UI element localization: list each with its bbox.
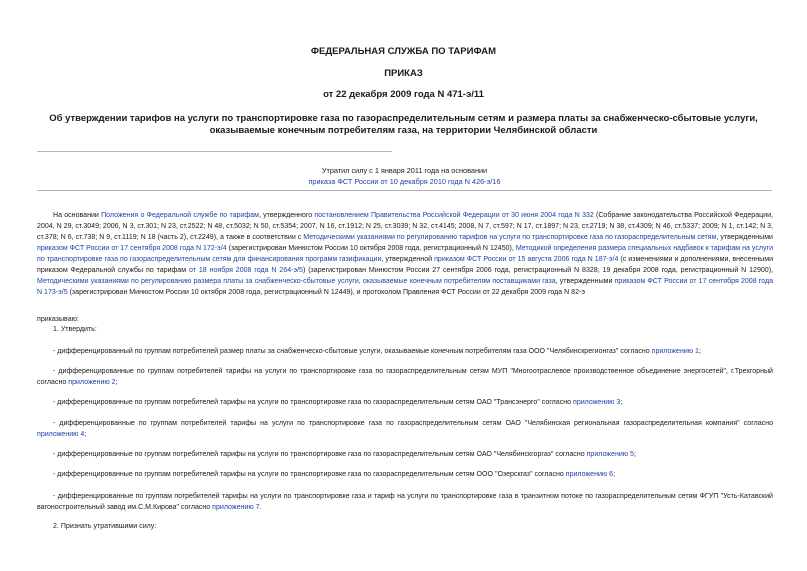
list-item (37, 366, 773, 388)
basis-text: , утвержденной (381, 256, 435, 263)
long-divider (37, 190, 772, 191)
list-item (37, 418, 773, 440)
item-end: ; (84, 431, 87, 438)
fst-order-187-link[interactable]: приказом ФСТ России от 15 августа 2006 года N 187-э/4 (434, 256, 619, 263)
appendix-4-link[interactable]: приложению 4 (37, 431, 85, 438)
basis-paragraph (37, 210, 773, 298)
list-item (37, 449, 773, 460)
basis-text: На основании (53, 212, 102, 219)
item-text: - дифференцированные по группам потребителей тарифы на услуги по транспортировке газа и тариф на услуги по транспортировке газа в транзитном потоке по газораспределительным сетям ФГУП "Усть-Катавский вагоностроительный завод им.С.М.Кирова" согласно (37, 493, 773, 511)
status-note: Утратил силу с 1 января 2011 года на основании (321, 166, 488, 175)
approve-heading: 1. Утвердить: (53, 326, 97, 333)
fst-order-173-link[interactable]: приказом ФСТ России от 17 сентября 2008 года N 173-э/5 (37, 278, 773, 296)
basis-text: , утвержденными (555, 278, 615, 285)
list-item (37, 469, 773, 480)
appendix-6-link[interactable]: приложению 6 (565, 471, 614, 478)
basis-text: , утвержденными (716, 234, 773, 241)
basis-text: (зарегистрирован Минюстом России 10 октября 2008 года, регистрационный N 12449), и протоколом Правления ФСТ России от 22 декабря 2009 года N 82-э (67, 289, 585, 296)
appendix-3-link[interactable]: приложению 3 (573, 399, 621, 406)
item-text: - дифференцированные по группам потребителей тарифы на услуги по транспортировке газа по газораспределительным сетям МУП "Многоотраслевое производственное объединение энергосетей", г.Трехгорный согласно (37, 368, 773, 386)
item-text: - дифференцированный по группам потребителей размер платы за снабженческо-сбытовые услуги, оказываемые конечным потребителям газа ООО "Челябинскрегионгаз" согласно (53, 348, 652, 355)
basis-text: ) (зарегистрирован Минюстом России 27 сентября 2006 года, регистрационный N 8328; 19 декабря 2008 года, регистрационный N 12900), (302, 267, 774, 274)
fst-order-172-link[interactable]: приказом ФСТ России от 17 сентября 2008 года N 172-э/4 (37, 245, 227, 252)
supply-fee-guidelines-link[interactable]: Методическими указаниями по регулированию размера платы за снабженческо-сбытовые услуги, оказываемые конечным потребителям поставщиками газа (37, 278, 556, 285)
regulation-link[interactable]: Положения о Федеральной службе по тарифам (101, 212, 259, 219)
appendix-7-link[interactable]: приложению 7 (212, 504, 260, 511)
item-text: - дифференцированные по группам потребителей тарифы на услуги по транспортировке газа по газораспределительным сетям ОАО "Челябинскгоргаз" согласно (53, 451, 587, 458)
item-end: ; (115, 379, 118, 386)
methodology-link[interactable]: Методикой определения размера специальных надбавок к тарифам на услуги по транспортировке газа по газораспределительным сетям для финансирования программ газификации (37, 245, 774, 263)
appendix-2-link[interactable]: приложению 2 (68, 379, 116, 386)
item-end: ; (613, 471, 616, 478)
order-word: приказываю: (37, 316, 79, 323)
appendix-1-link[interactable]: приложению 1 (651, 348, 699, 355)
basis-text: (зарегистрирован Минюстом России 10 октября 2008 года, регистрационный N 12450), (226, 245, 516, 252)
repealing-order-link[interactable]: приказа ФСТ России от 10 декабря 2010 года N 426-э/16 (308, 177, 501, 186)
item-text: - дифференцированные по группам потребителей тарифы на услуги по транспортировке газа по газораспределительным сетям ОАО "Челябинская региональная газораспределительная компания" согласно (53, 420, 773, 427)
short-divider (37, 151, 392, 152)
repeal-heading: 2. Признать утратившими силу: (53, 523, 157, 530)
item-end: ; (620, 399, 623, 406)
list-item (37, 397, 773, 408)
item-end: . (259, 504, 262, 511)
status-link-line (37, 177, 772, 186)
item-end: ; (633, 451, 636, 458)
document-date-number: от 22 декабря 2009 года N 471-э/11 (323, 89, 484, 100)
document-type: ПРИКАЗ (384, 68, 423, 79)
item-text: - дифференцированные по группам потребителей тарифы на услуги по транспортировке газа по газораспределительным сетям ОАО "Трансэнерго" согласно (53, 399, 573, 406)
organization-name: ФЕДЕРАЛЬНАЯ СЛУЖБА ПО ТАРИФАМ (310, 46, 497, 57)
list-item (37, 491, 773, 513)
basis-text: , утвержденного (258, 212, 315, 219)
government-decree-link[interactable]: постановлением Правительства Российской Федерации от 30 июня 2004 года N 332 (314, 212, 594, 219)
basis-text: (Собрание законодательства Российской Федерации, 2004, N 29, ст.3049; 2006, N 3, ст.301; N 23, ст.2522; N 48, ст.5032; N 50, ст.5354; 2007, N 16, ст.1912; N 25, ст.3039; N 32, ст.4145; 2008, N 7, ст.597; N 17, ст.1897; N 23, ст.2719; N 38, ст.4309; N 46, ст.5337; 2009; N 1, ст.142; N 3, ст.378; N 6, ст.738; N 9, ст.1119; N 18 (часть 2), ст.2249), а также в соответствии с (37, 212, 773, 241)
document-title: Об утверждении тарифов на услуги по транспортировке газа по газораспределительным сетям и размера платы за снабженческо-сбытовые услуги, оказываемые конечным потребителям газа, на территории Челябинской области (49, 113, 758, 136)
list-item (37, 346, 773, 357)
item-end: ; (698, 348, 701, 355)
item-text: - дифференцированные по группам потребителей тарифы на услуги по транспортировке газа по газораспределительным сетям ООО "Озерскгаз" согласно (53, 471, 566, 478)
basis-text: (с изменениями и дополнениями, внесенными приказом Федеральной службы по тарифам (37, 256, 774, 274)
methodical-guidelines-link[interactable]: Методическими указаниями по регулированию тарифов на услуги по транспортировке газа по газораспределительным сетям (303, 234, 717, 241)
fst-order-264-link[interactable]: от 18 ноября 2008 года N 264-э/5 (188, 267, 303, 274)
appendix-5-link[interactable]: приложению 5 (586, 451, 634, 458)
